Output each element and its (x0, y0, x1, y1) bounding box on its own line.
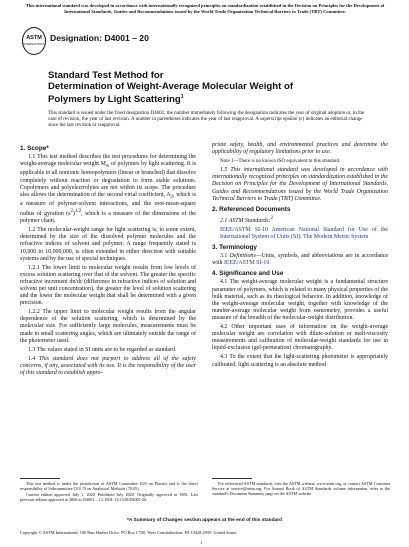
para-1-2: 1.2 The molecular-weight range for light scattering is, to some extent, determined by the size of the dissolved polymer molecules and the refractive indices of solvent and polymer. A range frequently stated is 10,000 to 10,000,000, is often extended in either direction with suitable systems and by the use of special techniques. (20, 227, 196, 262)
para-1-4: 1.4 This standard does not purport to address all of the safety concerns, if any, associated with its use. It is the responsibility of the user of this standard to establish appro- (20, 355, 196, 377)
terminology-heading: 3. Terminology (212, 244, 257, 252)
ieee-si10-inline-link[interactable]: IEEE/ASTM SI-10 (223, 260, 270, 267)
summary-of-changes-note: *A Summary of Changes section appears at the end of this standard (127, 518, 282, 523)
title-line-1: Standard Test Method for (48, 70, 164, 81)
footnote-rule-right (212, 478, 252, 479)
copyright-line: Copyright © ASTM International, 100 Barr Harbor Drive, PO Box C700, West Conshohocken, PA 19428-2959. United States (20, 530, 237, 535)
d20-70-link[interactable]: D20.70 (73, 486, 87, 491)
footnote-rule-left (20, 478, 60, 479)
document-title (48, 70, 368, 105)
title-line-2: Determination of Weight-Average Molecular Weight of (48, 81, 294, 92)
para-4-3: 4.3 To the extent that the light-scattering photometer is appropriately calibrated, light scattering is an absolute method (212, 354, 388, 368)
para-2-1: 2.1 ASTM Standards:$^2$ (220, 215, 274, 224)
ieee-si10-link[interactable]: IEEE/ASTM SI-10 American National Standard for Use of the International System of Units (SI): The Modern Metric System (220, 226, 388, 240)
left-column (20, 142, 196, 379)
astm-logo-subtext: INTERNATIONAL (22, 41, 46, 46)
para-1-3: 1.3 The values stated in SI units are to be regarded as standard. (28, 346, 177, 353)
para-1-4-continued: priate safety, health, and environmental practices and determine the applicability of regulatory limitations prior to use. (212, 142, 388, 156)
para-4-1: 4.1 The weight-average molecular weight is a fundamental structure parameter of polymers, which is related to many physical properties of the bulk material, such as its rheological behavior. In addition, knowledge of the weight-average molecular weight, together with knowledge of the number-average molecular weight from osmometry, provides a useful measure of the breadth of the molecular-weight distribution. (212, 279, 388, 321)
title-footnote-mark: 1 (180, 94, 184, 100)
title-line-3: Polymers by Light Scattering$^1$ (48, 94, 184, 106)
referenced-documents-heading: 2. Referenced Documents (212, 205, 291, 213)
para-1-2-2: 1.2.2 The upper limit to molecular weight results from the angular dependence of the solution scattering, which is determined by the molecular size. For sufficiently large molecules, measurements must be made in small scattering angles, which are ultimately outside the range of the photometer used. (20, 309, 196, 344)
wto-notice: This international standard was developed in accordance with internationally recognized principles on standardization established in the Decision on Principles for the Development of International Standards, Guides and Recommendations issued by the World Trade Organization Technical Barriers to Trade (TBT) Committee. (25, 3, 385, 14)
significance-heading: 4. Significance and Use (212, 270, 284, 278)
para-4-2: 4.2 Other important uses of information on the weight-average molecular weight are correlation with dilute-solution or melt-viscosity measurements and calibration of molecular-weight standards for use in liquid-exclusion (gel-permeation) chromatography. (212, 324, 388, 352)
para-1-2-1: 1.2.1 The lower limit to molecular weight results from low levels of excess solution scattering over that of the solvent. The greater the specific refractive increment dn/dc (difference in refractive indices of solution and solvent per unit concentration), the greater the level of solution scattering and the lower the molecular weight that shall be determined with a given precision. (20, 264, 196, 307)
para-1-5: 1.5 This international standard was developed in accordance with internationally recognized principles on standardization established in the Decision on Principles for the Development of International Standards, Guides and Recommendations issued by the World Trade Organization Technical Barriers to Trade (TBT) Committee. (212, 167, 388, 202)
d20-link[interactable]: D20 (139, 481, 147, 486)
astm-logo (22, 27, 46, 55)
footnote-2: For referenced ASTM standards, visit the ASTM website, www.astm.org, or contact ASTM Customer Service at service@astm.org. For Annual Book of ASTM Standards volume information, refer to the standard's Document Summary page on the ASTM website. (212, 481, 390, 496)
note-1: Note 1—There is no known ISO equivalent to this standard. (220, 159, 341, 165)
designation: Designation: D4001 – 20 (50, 33, 149, 43)
title-note: This standard is issued under the fixed designation D4001; the number immediately following the designation indicates the year of original adoption or, in the case of revision, the year of last revision. A number in parentheses indicates the year of last reapproval. A superscript epsilon (ε) indicates an editorial change since the last revision or reapproval. (48, 111, 365, 129)
para-1-1: 1.1 This test method describes the test procedures for determining the weight-average molecular weight $M_w$ of polymers by light scattering. It is applicable to all nonionic homopolymers (linear or branched) that dissolve completely without reaction or degradation to form stable solutions. Copolymers and polyelectrolytes are not within its scope. The procedure also allows the determination of the second virial coefficient, $A_2$, which is a measure of polymer-solvent interactions, and the root-mean-square radius of gyration $(s^2)^{1/2}$, which is a measure of the dimensions of the polymer chain. (20, 154, 197, 225)
astm-logo-text: ASTM (26, 34, 42, 41)
right-column (212, 142, 388, 371)
para-3-1: 3.1 Definitions—Units, symbols, and abbreviations are in accordance with IEEE/ASTM SI-10. (212, 253, 388, 267)
page-number: 1 (200, 540, 203, 545)
footnote-1: This test method is under the jurisdiction of ASTM Committee D20 on Plastics and is the direct responsibility of Subcommittee D20.70 on Analytical Methods (70.05). Current edition approved July 1, 2020. Published July 2020. Originally approved in 1981. Last previous edition approved in 2006 as D4001 – 13. DOI: 10.1520/D4001-20. (20, 481, 198, 502)
scope-heading: 1. Scope* (20, 145, 49, 152)
